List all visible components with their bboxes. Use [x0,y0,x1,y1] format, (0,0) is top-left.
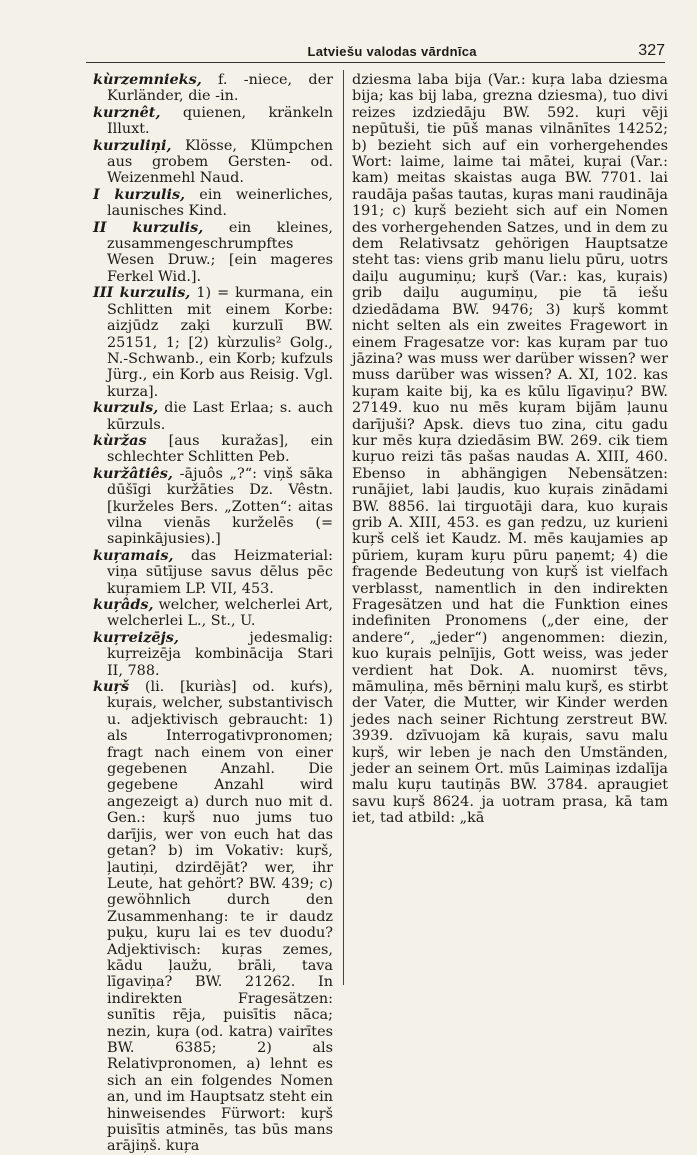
dictionary-entry [93,400,333,433]
dictionary-entry [93,138,333,187]
dictionary-entry [93,466,333,548]
dictionary-entry [93,630,333,679]
dictionary-entry [352,72,668,827]
right-column [352,72,668,827]
entry-headword: kurzuls, [93,399,159,417]
dictionary-entry [93,433,333,466]
entry-headword: kurznêt, [93,103,161,121]
dictionary-entry [93,597,333,630]
entry-text: -ājuôs „?“: viņš sāka dūšīgi kuržāties Dz. Vêstn. [kurželes Bers. „Zotten“: aitas vilna vienās kurželēs (= sapinkājusies).] [107,465,333,548]
page-header [86,40,665,63]
entry-text: (li. [kuriàs] od. kuŕs), kuŗais, welcher, substantivisch u. adjektivisch gebraucht: 1) als Interrogativpronomen; fragt nach einem von einer gegebenen Anzahl. Die gegebene Anzahl wird angezeigt a) durch nuo mit d. Gen.: kuŗš nuo jums tuo darījis, wer von euch hat das getan? b) im Vokativ: kuŗš, ļautiņi, dzirdējāt? wer, ihr Leute, hat gehört? BW. 439; c) gewöhnlich durch den Zusammenhang: te ir daudz puķu, kuŗu lai es tev duodu? Adjektivisch: kuŗas zemes, kādu ļaužu, brāli, tava līgaviņa? BW. 21262. In indirekten Fragesätzen: sunītis rēja, puisītis nāca; nezin, kuŗa (od. katra) vairītes BW. 6385; 2) als Relativpronomen, a) lehnt es sich an ein folgendes Nomen an, und im Hauptsatz steht ein hinweisendes Fürwort: kuŗš puisītis atminēs, tas būs mans arājiņš. kuŗa [107,679,333,1155]
dictionary-entry [93,72,333,105]
entry-text: f. -niece, der Kurländer, die -in. [107,72,334,105]
entry-text: ein kleines, zusammengeschrumpftes Wesen Druw.; [ein mageres Ferkel Wid.]. [107,219,333,285]
column-divider [343,70,344,985]
entry-text: 1) = kurmana, ein Schlitten mit einem Korbe: aizjūdz zaķi kurzulī BW. 25151, 1; [2) kùrzulis² Golg., N.-Schwanb., ein Korb; kufzuls Jürg., ein Korb aus Reisig. Vgl. kurza]. [107,285,334,400]
entry-headword: I kurzulis, [93,185,186,203]
entry-headword: kuŗamais, [93,546,174,564]
entry-headword: kuŗreizējs, [93,628,179,646]
entry-headword: kùrzemnieks, [93,71,202,88]
entry-headword: kurzuliņi, [93,136,172,154]
dictionary-entry [93,187,333,220]
page-title: Latviešu valodas vārdnīca [307,44,477,59]
entry-text: [aus kuražas], ein schlechter Schlitten Peb. [107,432,333,466]
entry-text: quienen, kränkeln Illuxt. [107,104,333,138]
dictionary-entry [93,548,333,597]
entry-text: dziesma laba bija (Var.: kuŗa laba dziesma bija; kas bij laba, grezna dziesma), tuo divi reizes izdziedāju BW. 592. kuŗi vēji nepūtuši, tie pūš manas vilnānītes 14252; b) bezieht sich auf ein vorhergehendes Wort: laime, laime tai mātei, kuŗai (Var.: kam) meitas skaistas auga BW. 7701. lai raudāja pašas tautas, kuŗas mani raudināja 191; c) kuŗš bezieht sich auf ein Nomen des vorhergehenden Satzes, und in dem zu dem Relativsatz gehörigen Hauptsatze steht tas: viens grib manu lielu pūru, uotrs daiļu augumiņu; kuŗš (Var.: kas, kuŗais) grib daiļu augumiņu, pie tā iešu dziedādama BW. 9476; 3) kuŗš kommt nicht selten als ein zweites Fragewort in einem Fragesatze vor: kas kuŗam par tuo jāzina? was muss wer darüber wissen? wer muss darüber was wissen? A. XI, 102. kas kuŗam kaite bij, ka es kūlu līgaviņu? BW. 27149. kuo nu mēs kuŗam bijām ļaunu darījuši? Apsk. dievs tuo zina, citu gadu kur mēs kuŗa dziedāsim BW. 269. cik tiem kuŗuo reizi tās pašas naudas A. XIII, 460. Ebenso in abhängigen Nebensätzen: runājiet, labi ļaudis, kuo kuŗais zinādami BW. 8856. lai tirguotāji dara, kuo kuŗais grib A. XIII, 453. es gan ŗedzu, uz kurieni kuŗš celš iet Kaudz. M. mēs kaujamies ap pūriem, kuŗam kuŗu pūru paņemt; 4) die fragende Bedeutung von kuŗš ist vielfach verblasst, namentlich in den indirekten Fragesätzen und hat die Funktion eines indefiniten Pronomens („der eine, der andere“, „jeder“) angenommen: diezin, kuo kuŗais pelnījis, Gott weiss, was jeder verdient hat Dok. A. nuomirst tēvs, māmuliņa, mēs bērniņi malu kuŗš, es stirbt der Vater, die Mutter, wir Kinder werden jedes nach seiner Richtung zerstreut BW. 3939. dzīvuojam kā kuŗais, savu malu kuŗš, wir leben je nach den Umständen, jeder an seinem Ort. mūs Laimiņas izdalīja malu kuŗu tautiņās BW. 3784. apraugiet savu kuŗš 8624. ja uotram prasa, kā tam iet, tad atbild: „kā [352,72,668,827]
entry-headword: kuŗâds, [93,596,154,613]
entry-text: welcher, welcherlei Art, welcherlei L., St., U. [107,597,334,630]
entry-text: ein weinerliches, launisches Kind. [107,186,334,220]
dictionary-entry [93,105,333,138]
entry-headword: kuŗš [93,678,130,696]
left-column [93,72,333,1155]
entry-headword: II kurzulis, [93,218,204,236]
entry-headword: kùržas [93,431,147,449]
entry-text: Klösse, Klümpchen aus grobem Gersten- od. Weizenmehl Naud. [107,137,333,187]
page-number: 327 [638,42,665,59]
entry-text: das Heizmaterial: viņa sūtījuse savus dēlus pēc kuŗamiem LP. VII, 453. [107,547,333,597]
dictionary-entry [93,220,333,286]
entry-text: die Last Erlaa; s. auch kūrzuls. [107,400,333,433]
entry-headword: kuržâtiês, [93,464,173,482]
entry-headword: III kurzulis, [93,284,191,302]
dictionary-entry [93,285,333,400]
dictionary-entry [93,679,333,1155]
entry-text: jedesmalig: kuŗreizēja kombinācija Stari II, 788. [107,629,333,679]
